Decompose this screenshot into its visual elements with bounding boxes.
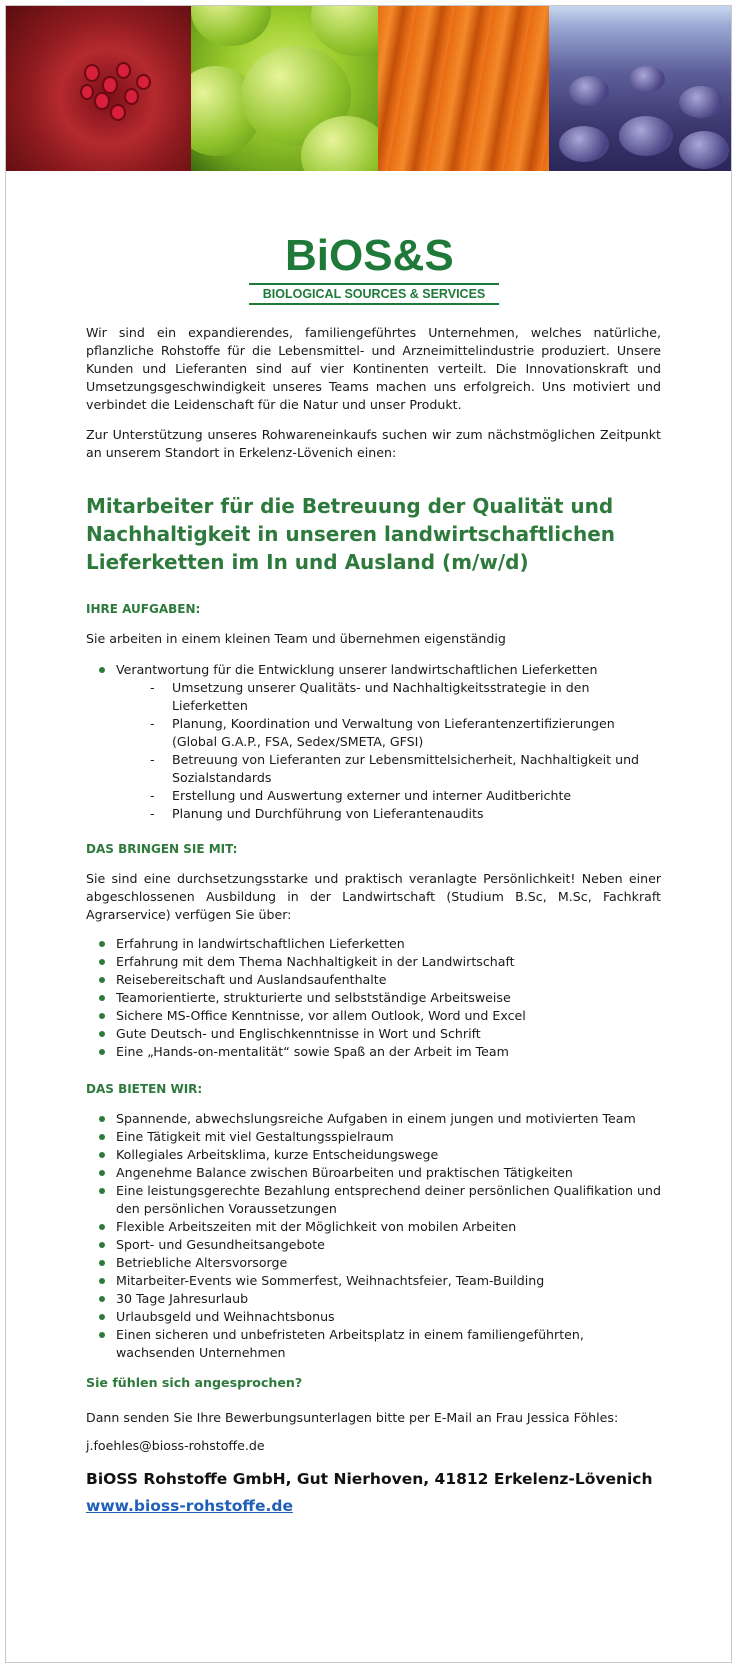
list-item: Sport- und Gesundheitsangebote [92,1236,662,1254]
carrots-image [378,6,549,171]
list-item: Betriebliche Altersvorsorge [92,1254,662,1272]
list-item: Mitarbeiter-Events wie Sommerfest, Weihnachtsfeier, Team-Building [92,1272,662,1290]
list-item: Erfahrung in landwirtschaftlichen Lieferketten [92,935,662,953]
logo-brand: BiOS&S [285,231,454,280]
list-item: Reisebereitschaft und Auslandsaufenthalte [92,971,662,989]
list-item: Spannende, abwechslungsreiche Aufgaben in einem jungen und motivierten Team [92,1110,662,1128]
list-item: 30 Tage Jahresurlaub [92,1290,662,1308]
list-item: Erfahrung mit dem Thema Nachhaltigkeit in der Landwirtschaft [92,953,662,971]
tasks-intro: Sie arbeiten in einem kleinen Team und übernehmen eigenständig [86,631,506,646]
list-item: - Planung und Durchführung von Lieferantenaudits [146,805,662,823]
job-posting-frame [5,5,732,1663]
company-address: BiOSS Rohstoffe GmbH, Gut Nierhoven, 41812 Erkelenz-Lövenich [86,1470,653,1488]
list-item: Eine leistungsgerechte Bezahlung entsprechend deiner persönlichen Qualifikation und den persönlichen Voraussetzungen [92,1182,662,1218]
list-item: Kollegiales Arbeitsklima, kurze Entscheidungswege [92,1146,662,1164]
header-banner [6,6,731,171]
company-logo [249,231,499,301]
list-item: Angenehme Balance zwischen Büroarbeiten und praktischen Tätigkeiten [92,1164,662,1182]
list-item: Teamorientierte, strukturierte und selbstständige Arbeitsweise [92,989,662,1007]
intro-paragraph: Wir sind ein expandierendes, familiengeführtes Unternehmen, welches natürliche, pflanzliche Rohstoffe für die Lebensmittel- und Arzneimittelindustrie produziert. Unsere Kunden und Lieferanten sind auf vier Kontinenten verteilt. Die Innovationskraft und Umsetzungsgeschwindigkeit unseres Teams machen uns erfolgreich. Uns motiviert und verbindet die Leidenschaft für die Natur und unser Produkt. [86,325,661,412]
tasks-sub-list [146,679,662,823]
list-item: Flexible Arbeitszeiten mit der Möglichkeit von mobilen Arbeiten [92,1218,662,1236]
list-item: - Betreuung von Lieferanten zur Lebensmittelsicherheit, Nachhaltigkeit und Sozialstandards [146,751,662,787]
logo-tagline: BIOLOGICAL SOURCES & SERVICES [262,287,486,301]
list-item: Einen sicheren und unbefristeten Arbeitsplatz in einem familiengeführten, wachsenden Unternehmen [92,1326,662,1362]
contact-email[interactable]: j.foehles@bioss-rohstoffe.de [86,1438,265,1453]
intro-search-paragraph: Zur Unterstützung unseres Rohwareneinkaufs suchen wir zum nächstmöglichen Zeitpunkt an unserem Standort in Erkelenz-Lövenich einen: [86,427,661,460]
list-item: Gute Deutsch- und Englischkenntnisse in Wort und Schrift [92,1025,662,1043]
tasks-main-item: Verantwortung für die Entwicklung unserer landwirtschaftlichen Lieferketten [116,662,598,677]
apples-image [191,6,378,171]
tasks-heading: IHRE AUFGABEN: [86,602,201,616]
contact-text: Dann senden Sie Ihre Bewerbungsunterlagen bitte per E-Mail an Frau Jessica Föhles: [86,1410,619,1425]
list-item: - Erstellung und Auswertung externer und interner Auditberichte [146,787,662,805]
cabbage-field-image [549,6,731,171]
list-item: Sichere MS-Office Kenntnisse, vor allem Outlook, Word und Excel [92,1007,662,1025]
list-item: - Planung, Koordination und Verwaltung von Lieferantenzertifizierungen (Global G.A.P., FSA, Sedex/SMETA, GFSI) [146,715,662,751]
list-item: Eine Tätigkeit mit viel Gestaltungsspielraum [92,1128,662,1146]
contact-heading: Sie fühlen sich angesprochen? [86,1375,303,1390]
pomegranate-image [6,6,191,171]
list-item: Urlaubsgeld und Weihnachtsbonus [92,1308,662,1326]
offers-heading: DAS BIETEN WIR: [86,1082,203,1096]
list-item: - Umsetzung unserer Qualitäts- und Nachhaltigkeitsstrategie in den Lieferketten [146,679,662,715]
requirements-heading: DAS BRINGEN SIE MIT: [86,842,238,856]
list-item [92,661,662,823]
requirements-list [92,935,662,1061]
list-item: Eine „Hands-on-mentalität“ sowie Spaß an der Arbeit im Team [92,1043,662,1061]
website-link[interactable]: www.bioss-rohstoffe.de [86,1497,293,1515]
requirements-intro: Sie sind eine durchsetzungsstarke und praktisch veranlagte Persönlichkeit! Neben einer abgeschlossenen Ausbildung in der Landwirtschaft (Studium B.Sc, M.Sc, Fachkraft Agrarservice) verfügen Sie über: [86,871,661,922]
tasks-list [92,661,662,823]
offers-list [92,1110,662,1362]
job-title: Mitarbeiter für die Betreuung der Qualität und Nachhaltigkeit in unseren landwirtschaftlichen Lieferketten im In und Ausland (m/w/d) [86,494,616,574]
